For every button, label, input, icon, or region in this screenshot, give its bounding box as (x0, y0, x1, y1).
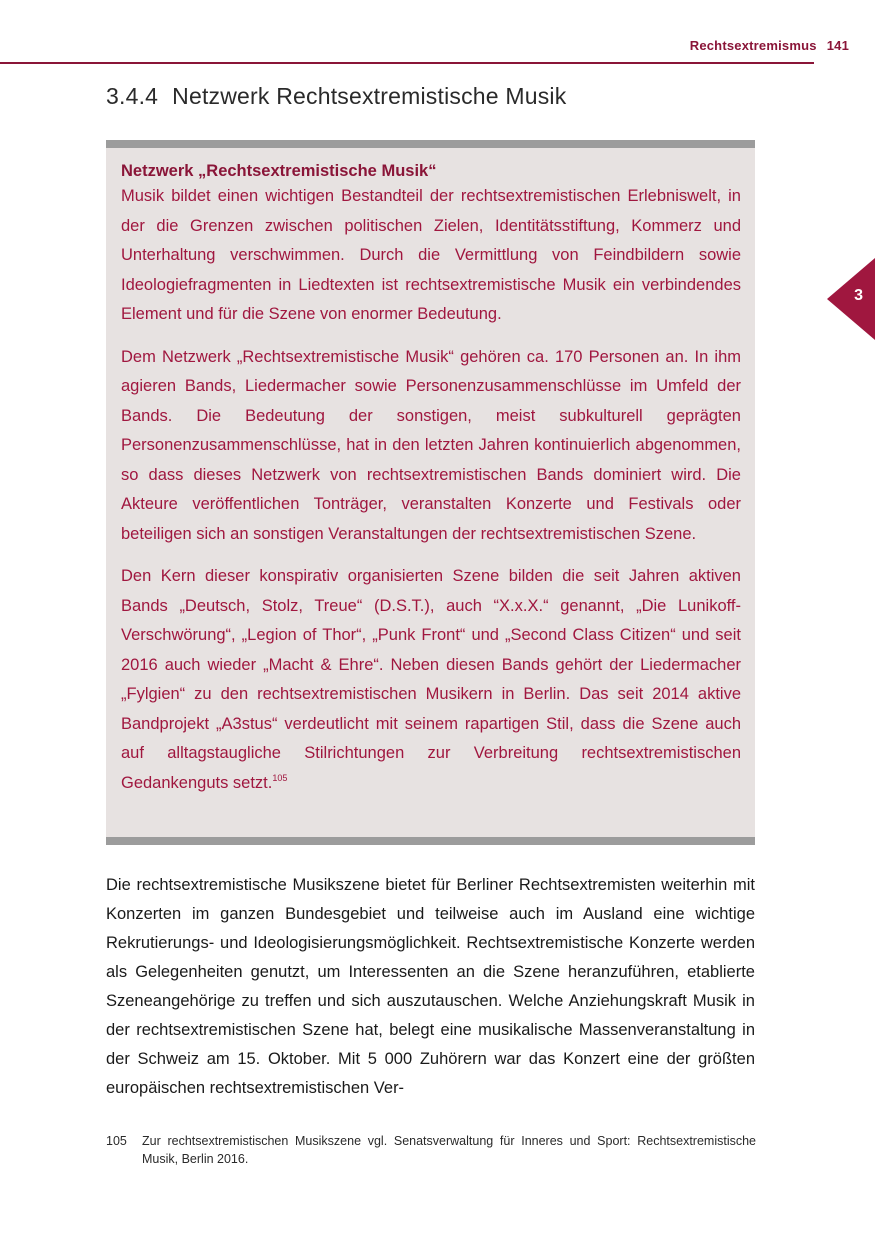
body-paragraph: Die rechtsextremistische Musikszene bietet für Berliner Rechtsextremisten weiterhin mit Konzerten im ganzen Bundesgebiet und teilweise auch im Ausland eine wichtige Rekrutierungs- und Ideologisierungsmöglichkeit. Rechtsextremistische Konzerte werden als Gelegenheiten genutzt, um Interessenten an die Szene heranzuführen, etablierte Szeneangehörige zu treffen und sich auszutauschen. Welche Anziehungskraft Musik in der rechtsextremistischen Szene hat, belegt eine musikalische Massenveranstaltung in der Schweiz am 15. Oktober. Mit 5 000 Zuhörern war das Konzert eine der größten europäischen rechtsextremistischen Ver- (106, 876, 755, 1097)
footnote-text: Zur rechtsextremistischen Musikszene vgl. Senatsverwaltung für Inneres und Sport: Rechtsextremistische Musik, Berlin 2016. (142, 1134, 756, 1166)
page-number: 141 (826, 38, 849, 53)
section-title-text: Netzwerk Rechtsextremistische Musik (172, 83, 567, 109)
chapter-tab (827, 258, 875, 340)
info-box (106, 140, 755, 845)
footnote-reference[interactable]: 105 (272, 772, 288, 783)
section-title (106, 83, 566, 110)
info-box-paragraph-3 (121, 562, 741, 798)
running-head (690, 38, 849, 53)
footnote (106, 1132, 756, 1168)
header-rule (0, 62, 814, 64)
chapter-number: 3 (854, 287, 863, 304)
running-title: Rechtsextremismus (689, 38, 817, 53)
section-number: 3.4.4 (106, 83, 159, 109)
info-box-paragraph-2: Dem Netzwerk „Rechtsextremistische Musik“ gehören ca. 170 Personen an. In ihm agieren Bands, Liedermacher sowie Personenzusammenschlüsse im Umfeld der Bands. Die Bedeutung der sonstigen, meist subkulturell geprägten Personenzusammenschlüsse, hat in den letzten Jahren kontinuierlich abgenommen, so dass dieses Netzwerk von rechtsextremistischen Bands dominiert wird. Die Akteure veröffentlichen Tonträger, veranstalten Konzerte und Festivals oder beteiligen sich an sonstigen Veranstaltungen der rechtsextremistischen Szene. (121, 347, 741, 543)
info-box-paragraph-3-text: Den Kern dieser konspirativ organisierten Szene bilden die seit Jahren aktiven Bands „Deutsch, Stolz, Treue“ (D.S.T.), auch “X.x.X.“ genannt, „Die Lunikoff-Verschwörung“, „Legion of Thor“, „Punk Front“ und „Second Class Citizen“ und seit 2016 auch wieder „Macht & Ehre“. Neben diesen Bands gehört der Liedermacher „Fylgien“ zu den rechtsextremistischen Musikern in Berlin. Das seit 2014 aktive Bandprojekt „A3stus“ verdeutlicht mit seinem rapartigen Stil, dass die Szene auch auf alltagstaugliche Stilrichtungen zur Verbreitung rechtsextremistischen Gedankenguts setzt. (121, 567, 741, 792)
footnote-number: 105 (106, 1134, 127, 1148)
info-box-paragraph-1: Musik bildet einen wichtigen Bestandteil der rechtsextremistischen Erlebniswelt, in der die Grenzen zwischen politischen Zielen, Identitätsstiftung, Kommerz und Unterhaltung verschwimmen. Durch die Vermittlung von Feindbildern sowie Ideologiefragmenten in Liedtexten ist rechtsextremistische Musik ein verbindendes Element und für die Szene von enormer Bedeutung. (121, 187, 741, 323)
info-box-title: Netzwerk „Rechtsextremistische Musik“ (121, 162, 437, 180)
chapter-tab-shape (827, 258, 875, 340)
